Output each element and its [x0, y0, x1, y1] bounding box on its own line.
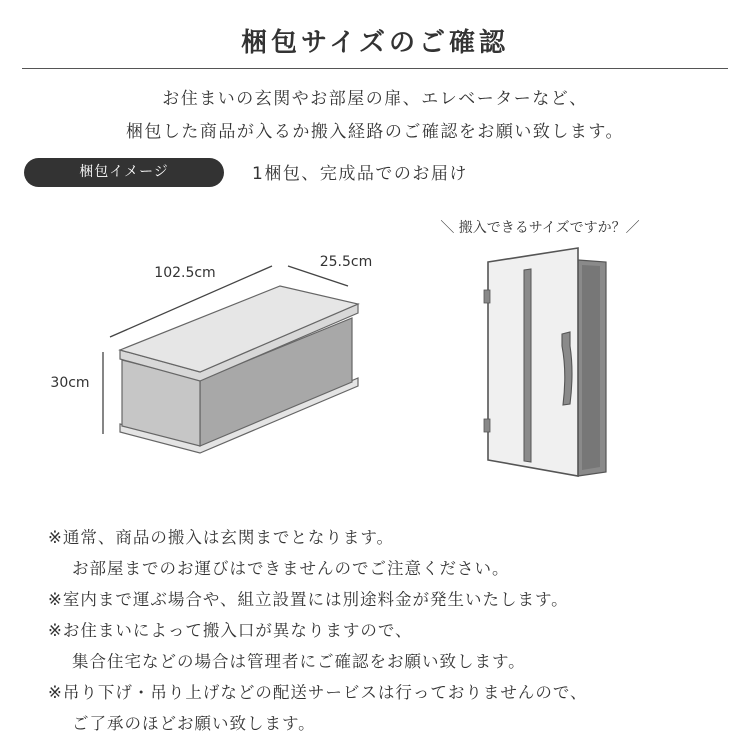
height-label: 30cm: [50, 375, 90, 391]
note-line: ご了承のほどお願い致します。: [72, 714, 316, 733]
intro-line-2: 梱包した商品が入るか搬入経路のご確認をお願い致します。: [125, 122, 625, 142]
door-illustration: [484, 248, 606, 476]
note-line: ※室内まで運ぶ場合や、組立設置には別途料金が発生いたします。: [48, 590, 569, 609]
page-title: 梱包サイズのご確認: [241, 28, 509, 58]
note-line: ※お住まいによって搬入口が異なりますので、: [48, 621, 413, 640]
door-window-slit: [524, 269, 531, 462]
door-caption: ＼ 搬入できるサイズですか？／: [440, 220, 640, 236]
note-line: 集合住宅などの場合は管理者にご確認をお願い致します。: [72, 652, 526, 671]
note-line: お部屋までのお運びはできませんのでご注意ください。: [72, 559, 510, 578]
package-image-badge: 梱包イメージ: [24, 158, 224, 187]
depth-label: 25.5cm: [319, 254, 373, 270]
package-description: 1梱包、完成品でのお届け: [252, 164, 468, 184]
door-frame-inner: [582, 265, 600, 470]
door-hinge-bottom: [484, 419, 490, 432]
note-line: ※吊り下げ・吊り上げなどの配送サービスは行っておりませんので、: [48, 683, 588, 702]
width-label: 102.5cm: [154, 265, 216, 281]
door-hinge-top: [484, 290, 490, 303]
intro-line-1: お住まいの玄関やお部屋の扉、エレベーターなど、: [162, 89, 588, 109]
package-box-illustration: [103, 266, 358, 453]
note-line: ※通常、商品の搬入は玄関までとなります。: [48, 528, 395, 547]
